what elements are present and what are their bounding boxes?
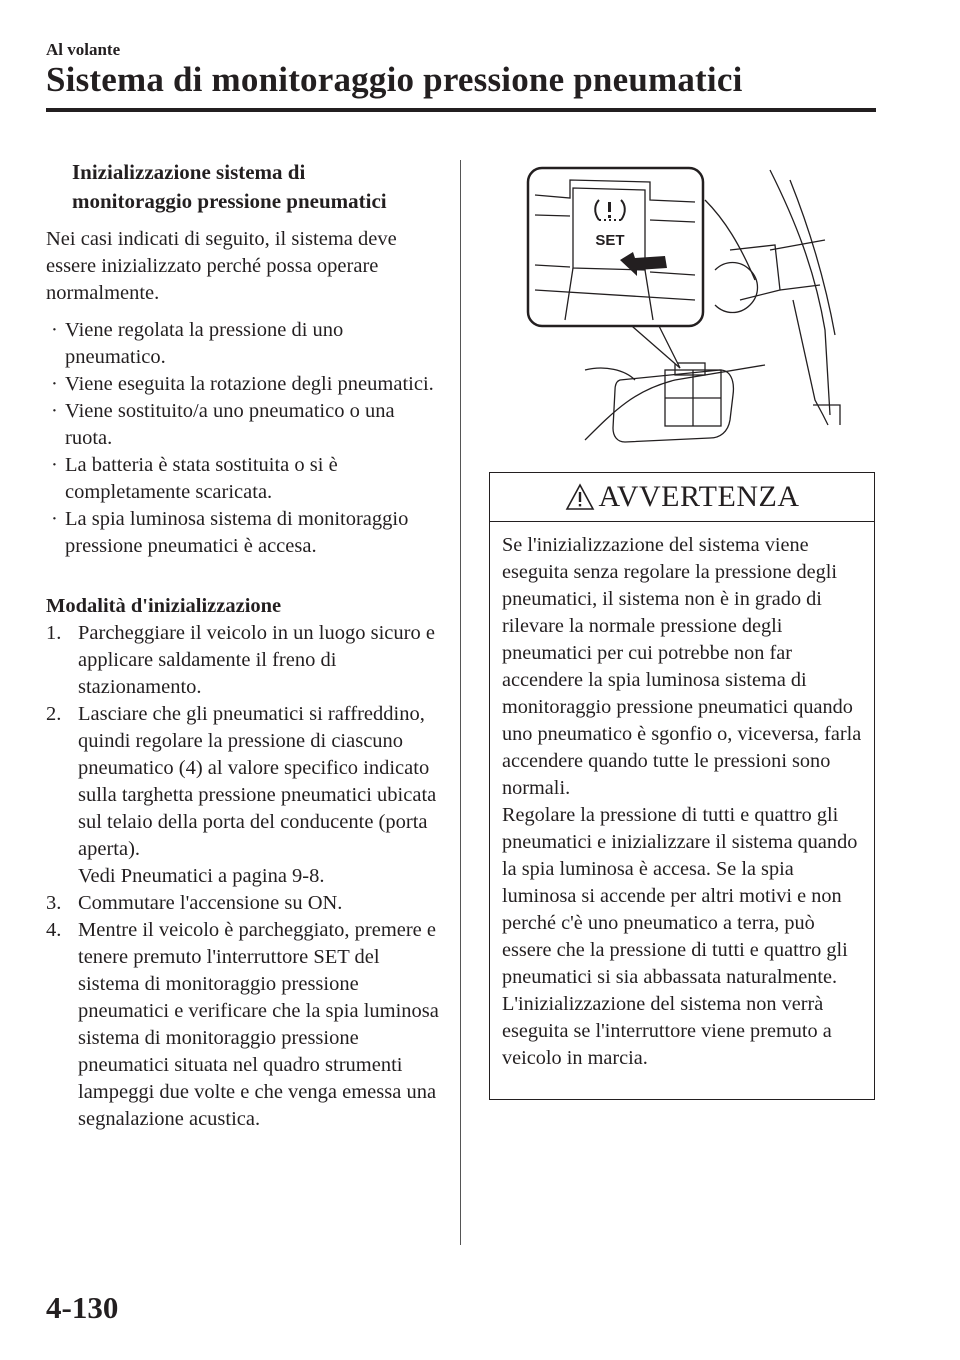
step-text: Lasciare che gli pneumatici si raffreddino, quindi regolare la pressione di ciascuno pneumatico (4) al valore specifico indicato sulla targhetta pressione pneumatici ubicata sul telaio della porta del conducente (porta aperta).: [78, 703, 437, 860]
step-number: 1.: [46, 622, 62, 644]
subheading-line: Inizializzazione sistema di: [72, 160, 306, 184]
list-item-text: Viene eseguita la rotazione degli pneumatici.: [65, 373, 434, 395]
warning-box: [489, 472, 875, 1100]
list-item-text: Viene sostituito/a uno pneumatico o una ruota.: [65, 400, 395, 449]
step-number: 4.: [46, 919, 62, 941]
list-item: [46, 317, 441, 371]
condition-list: [46, 317, 441, 560]
intro-paragraph: Nei casi indicati di seguito, il sistema deve essere inizializzato perché possa operare normalmente.: [46, 228, 397, 304]
bullet-marker: ·: [51, 373, 58, 395]
page-reference: Vedi Pneumatici a pagina 9-8.: [78, 865, 325, 887]
step-item: [46, 917, 441, 1133]
list-item: [46, 506, 441, 560]
page-title: Sistema di monitoraggio pressione pneumatici: [46, 60, 743, 99]
list-item-text: Viene regolata la pressione di uno pneumatico.: [65, 319, 344, 368]
step-item: [46, 620, 441, 701]
list-item: [46, 452, 441, 506]
section-label: Al volante: [46, 40, 121, 59]
step-number: 2.: [46, 703, 62, 725]
bullet-marker: ·: [51, 319, 58, 341]
warning-body: [490, 522, 874, 1072]
left-column: [46, 158, 441, 1133]
procedure-heading: Modalità d'inizializzazione: [46, 595, 282, 617]
step-text: Parcheggiare il veicolo in un luogo sicuro e applicare saldamente il freno di stazionamento.: [78, 622, 435, 698]
subheading: [46, 158, 441, 216]
list-item: [46, 398, 441, 452]
bullet-marker: ·: [51, 400, 58, 422]
step-item: [46, 701, 441, 890]
set-button-label: SET: [595, 232, 625, 249]
bullet-marker: ·: [51, 454, 58, 476]
warning-triangle-icon: [565, 483, 595, 511]
warning-paragraph: L'inizializzazione del sistema non verrà eseguita se l'interruttore viene premuto a veicolo in marcia.: [502, 993, 832, 1069]
warning-title: AVVERTENZA: [598, 480, 800, 513]
column-divider: [460, 160, 461, 1245]
list-item-text: La spia luminosa sistema di monitoraggio pressione pneumatici è accesa.: [65, 508, 409, 557]
step-text: Commutare l'accensione su ON.: [78, 892, 343, 914]
procedure-steps: [46, 620, 441, 1133]
list-item: [46, 371, 441, 398]
subheading-line: monitoraggio pressione pneumatici: [72, 189, 387, 213]
step-text: Mentre il veicolo è parcheggiato, premere e tenere premuto l'interruttore SET del sistema di monitoraggio pressione pneumatici e verificare che la spia luminosa sistema di monitoraggio pressione pneumatici situata nel quadro strumenti lampeggi due volte e che venga emessa una segnalazione acustica.: [78, 919, 439, 1130]
warning-paragraph: Se l'inizializzazione del sistema viene eseguita senza regolare la pressione degli pneumatici, il sistema non è in grado di rilevare la normale pressione degli pneumatici per cui potrebbe non far accendere la spia luminosa sistema di monitoraggio pressione pneumatici quando uno pneumatico è sgonfio o, viceversa, farla accendere quando tutte le pressioni sono normali.: [502, 534, 862, 799]
bullet-marker: ·: [51, 508, 58, 530]
step-number: 3.: [46, 892, 62, 914]
warning-header: [490, 473, 874, 522]
warning-paragraph: Regolare la pressione di tutti e quattro gli pneumatici e inizializzare il sistema quando la spia luminosa è accesa. Se la spia luminosa si accende per altri motivi e non perché c'è uno pneumatico a terra, può essere che la pressione di tutti e quattro gli pneumatici si sia abbassata naturalmente.: [502, 804, 858, 988]
step-item: [46, 890, 441, 917]
title-rule: [46, 108, 876, 112]
set-switch-illustration: [525, 160, 845, 455]
list-item-text: La batteria è stata sostituita o si è completamente scaricata.: [65, 454, 338, 503]
page-number: 4-130: [46, 1290, 119, 1325]
